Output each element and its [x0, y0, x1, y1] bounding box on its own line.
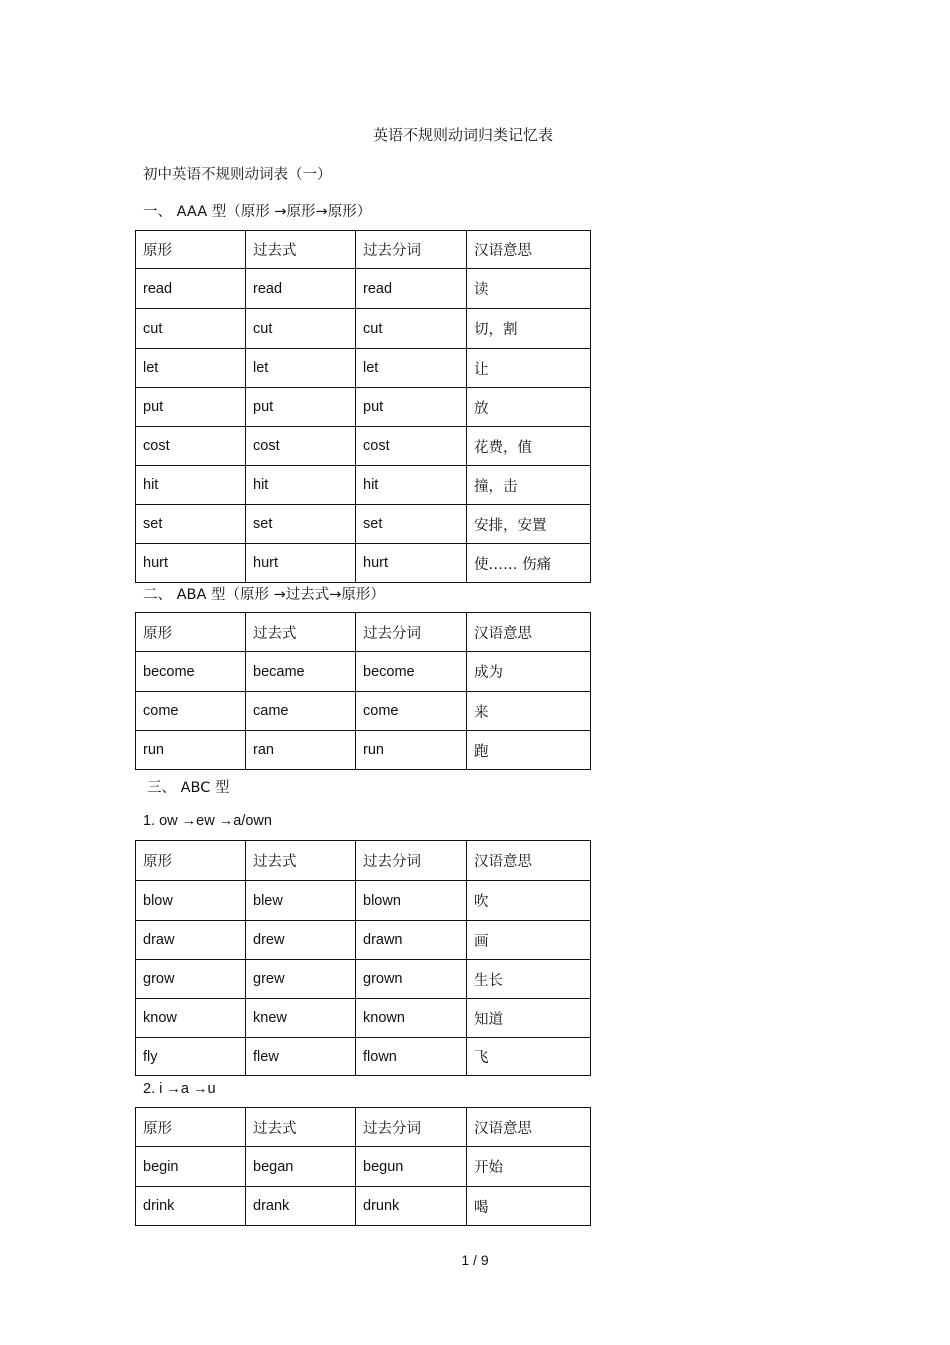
- past-tense-cell: hit: [246, 466, 356, 505]
- past-participle-cell: begun: [356, 1147, 467, 1187]
- past-participle-cell: flown: [356, 1038, 467, 1076]
- verb-table-aaa: [135, 230, 591, 583]
- document-title: 英语不规则动词归类记忆表: [372, 126, 553, 144]
- past-tense-cell: became: [246, 652, 356, 692]
- meaning-cell: 来: [467, 692, 591, 731]
- verb-table-ow-ew-own: [135, 840, 591, 1076]
- column-header: 过去式: [246, 1108, 356, 1147]
- meaning-cell: 安排，安置: [467, 505, 591, 544]
- table-header-row: [136, 613, 591, 652]
- column-header: 原形: [136, 613, 246, 652]
- meaning-cell: 跑: [467, 731, 591, 770]
- past-participle-cell: blown: [356, 881, 467, 921]
- meaning-cell: 画: [467, 921, 591, 960]
- table-row: [136, 1147, 591, 1187]
- column-header: 过去式: [246, 613, 356, 652]
- page-number: 1 / 9: [461, 1252, 489, 1268]
- past-tense-cell: began: [246, 1147, 356, 1187]
- base-form-cell: come: [136, 692, 246, 731]
- past-tense-cell: set: [246, 505, 356, 544]
- base-form-cell: cut: [136, 309, 246, 349]
- table-row: [136, 1038, 591, 1076]
- meaning-cell: 成为: [467, 652, 591, 692]
- column-header: 过去分词: [356, 841, 467, 881]
- subsection-heading-ow: 1. ow →ew →a/own: [143, 813, 272, 829]
- base-form-cell: begin: [136, 1147, 246, 1187]
- base-form-cell: become: [136, 652, 246, 692]
- table-row: [136, 349, 591, 388]
- past-tense-cell: hurt: [246, 544, 356, 583]
- base-form-cell: draw: [136, 921, 246, 960]
- past-tense-cell: let: [246, 349, 356, 388]
- base-form-cell: let: [136, 349, 246, 388]
- past-participle-cell: read: [356, 269, 467, 309]
- meaning-cell: 使…… 伤痛: [467, 544, 591, 583]
- past-participle-cell: let: [356, 349, 467, 388]
- past-tense-cell: grew: [246, 960, 356, 999]
- column-header: 原形: [136, 231, 246, 269]
- table-row: [136, 427, 591, 466]
- past-tense-cell: ran: [246, 731, 356, 770]
- past-participle-cell: cost: [356, 427, 467, 466]
- column-header: 过去式: [246, 841, 356, 881]
- meaning-cell: 放: [467, 388, 591, 427]
- past-participle-cell: hurt: [356, 544, 467, 583]
- meaning-cell: 读: [467, 269, 591, 309]
- column-header: 汉语意思: [467, 231, 591, 269]
- base-form-cell: grow: [136, 960, 246, 999]
- past-tense-cell: flew: [246, 1038, 356, 1076]
- past-participle-cell: hit: [356, 466, 467, 505]
- base-form-cell: hit: [136, 466, 246, 505]
- section-heading-aba: 二、 ABA 型（原形 →过去式→原形）: [143, 587, 385, 603]
- base-form-cell: run: [136, 731, 246, 770]
- meaning-cell: 花费，值: [467, 427, 591, 466]
- base-form-cell: read: [136, 269, 246, 309]
- past-tense-cell: cut: [246, 309, 356, 349]
- past-tense-cell: read: [246, 269, 356, 309]
- verb-table-i-a-u: [135, 1107, 591, 1226]
- table-row: [136, 388, 591, 427]
- base-form-cell: know: [136, 999, 246, 1038]
- column-header: 汉语意思: [467, 1108, 591, 1147]
- past-participle-cell: cut: [356, 309, 467, 349]
- base-form-cell: drink: [136, 1187, 246, 1226]
- section-heading-aaa: 一、 AAA 型（原形 →原形→原形）: [143, 204, 372, 220]
- past-participle-cell: put: [356, 388, 467, 427]
- past-tense-cell: drew: [246, 921, 356, 960]
- base-form-cell: fly: [136, 1038, 246, 1076]
- meaning-cell: 撞，击: [467, 466, 591, 505]
- verb-table-aba: [135, 612, 591, 770]
- column-header: 汉语意思: [467, 613, 591, 652]
- column-header: 过去分词: [356, 1108, 467, 1147]
- past-participle-cell: drunk: [356, 1187, 467, 1226]
- subsection-heading-i-a-u: 2. i →a →u: [143, 1081, 216, 1097]
- past-participle-cell: run: [356, 731, 467, 770]
- past-tense-cell: cost: [246, 427, 356, 466]
- table-row: [136, 881, 591, 921]
- past-tense-cell: knew: [246, 999, 356, 1038]
- meaning-cell: 让: [467, 349, 591, 388]
- past-tense-cell: drank: [246, 1187, 356, 1226]
- meaning-cell: 吹: [467, 881, 591, 921]
- past-participle-cell: known: [356, 999, 467, 1038]
- meaning-cell: 飞: [467, 1038, 591, 1076]
- table-row: [136, 1187, 591, 1226]
- meaning-cell: 开始: [467, 1147, 591, 1187]
- past-tense-cell: came: [246, 692, 356, 731]
- past-participle-cell: set: [356, 505, 467, 544]
- column-header: 过去式: [246, 231, 356, 269]
- table-row: [136, 466, 591, 505]
- past-tense-cell: put: [246, 388, 356, 427]
- subtitle: 初中英语不规则动词表（一）: [143, 167, 332, 183]
- column-header: 汉语意思: [467, 841, 591, 881]
- section-heading-abc: 三、 ABC 型: [147, 780, 230, 796]
- meaning-cell: 喝: [467, 1187, 591, 1226]
- table-row: [136, 309, 591, 349]
- column-header: 原形: [136, 841, 246, 881]
- table-header-row: [136, 1108, 591, 1147]
- table-header-row: [136, 841, 591, 881]
- column-header: 原形: [136, 1108, 246, 1147]
- column-header: 过去分词: [356, 231, 467, 269]
- base-form-cell: hurt: [136, 544, 246, 583]
- meaning-cell: 切，割: [467, 309, 591, 349]
- meaning-cell: 生长: [467, 960, 591, 999]
- table-row: [136, 544, 591, 583]
- table-row: [136, 692, 591, 731]
- past-participle-cell: become: [356, 652, 467, 692]
- past-participle-cell: grown: [356, 960, 467, 999]
- past-participle-cell: come: [356, 692, 467, 731]
- base-form-cell: blow: [136, 881, 246, 921]
- base-form-cell: set: [136, 505, 246, 544]
- table-row: [136, 731, 591, 770]
- column-header: 过去分词: [356, 613, 467, 652]
- table-header-row: [136, 231, 591, 269]
- base-form-cell: put: [136, 388, 246, 427]
- base-form-cell: cost: [136, 427, 246, 466]
- table-row: [136, 999, 591, 1038]
- past-tense-cell: blew: [246, 881, 356, 921]
- table-row: [136, 960, 591, 999]
- table-row: [136, 921, 591, 960]
- table-row: [136, 269, 591, 309]
- table-row: [136, 652, 591, 692]
- table-row: [136, 505, 591, 544]
- past-participle-cell: drawn: [356, 921, 467, 960]
- meaning-cell: 知道: [467, 999, 591, 1038]
